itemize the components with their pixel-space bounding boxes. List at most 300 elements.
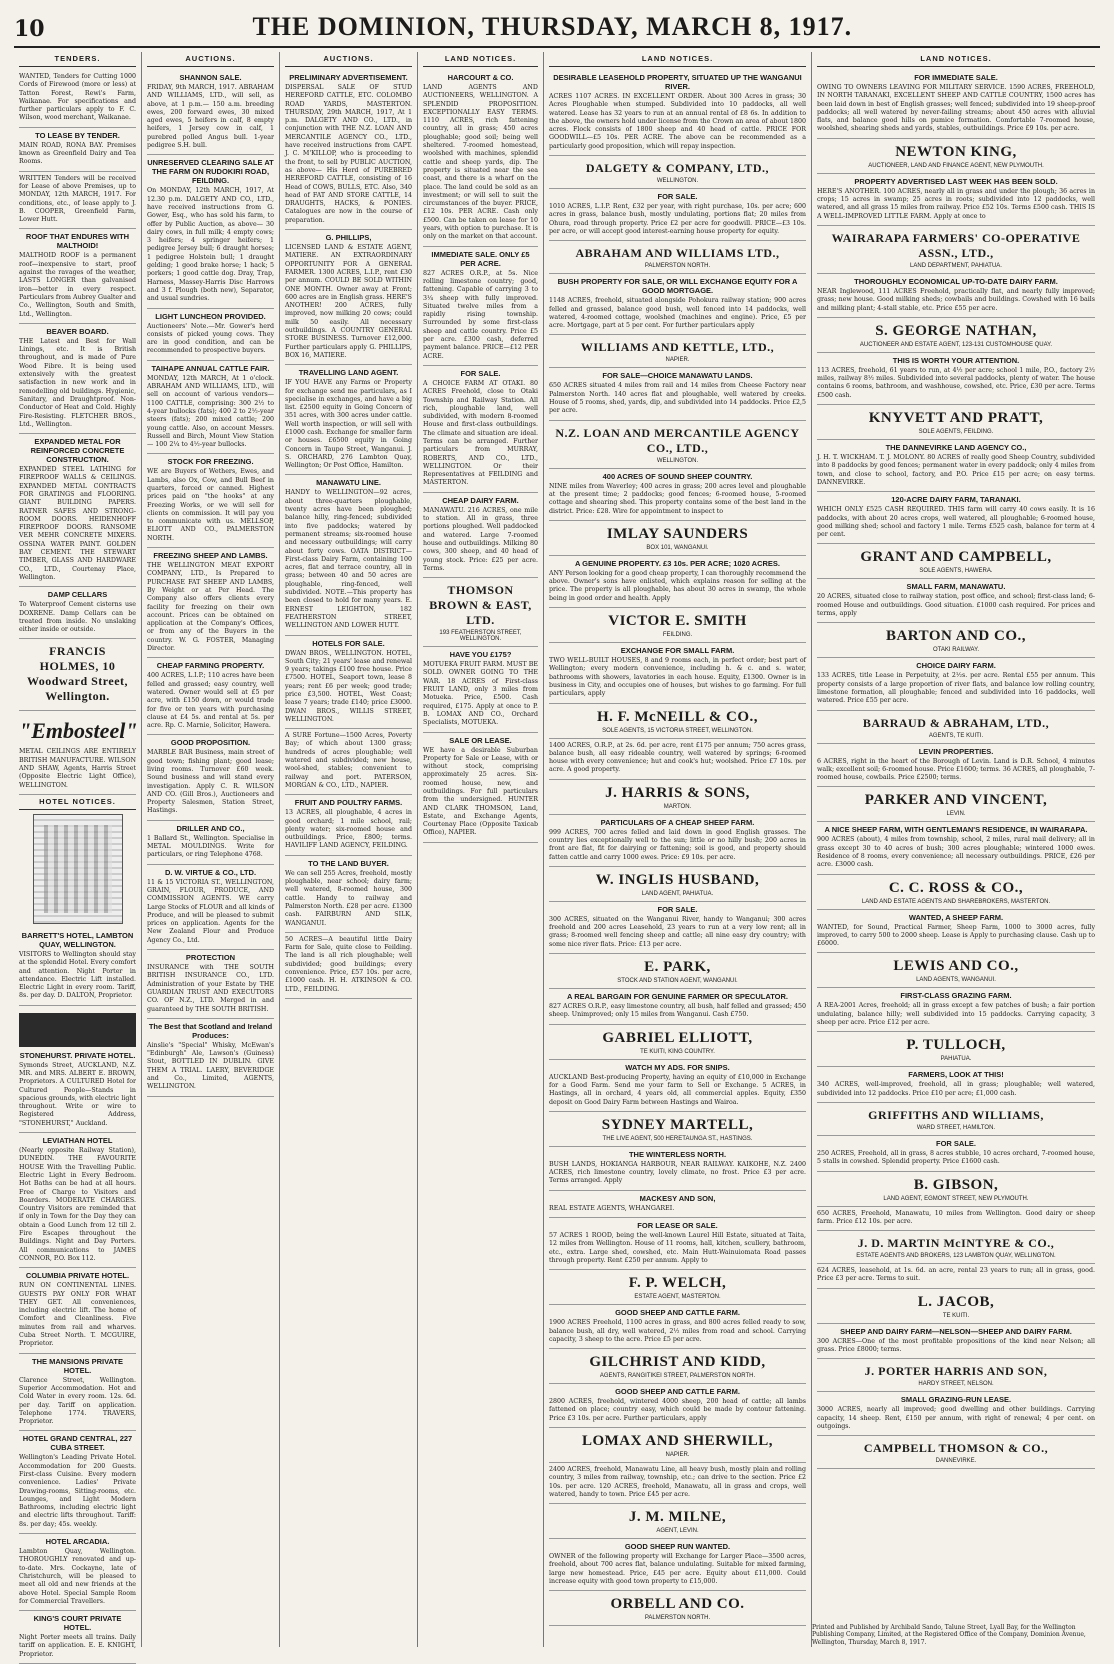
advertisement xyxy=(817,139,1095,174)
advertisement xyxy=(817,1207,1095,1232)
advertisement xyxy=(817,910,1095,954)
hotel-advertisement xyxy=(19,1431,136,1534)
ad-body: 340 ACRES, well-improved, freehold, all in grass; ploughable; well watered, subdivided into 12 paddocks. Price £10 per acre; £1,000 cash. xyxy=(817,1081,1095,1097)
ad-body: BOX 101, WANGANUI. xyxy=(646,544,709,551)
advertisement xyxy=(549,1060,806,1112)
advertiser-name: LOMAX AND SHERWILL, xyxy=(581,1433,774,1449)
stonehurst-logo xyxy=(19,1013,136,1047)
advertiser-name: THOMSON BROWN & EAST, LTD. xyxy=(429,583,532,628)
ad-body: 133 ACRES, title Lease in Perpetuity, at 2½s. per acre. Rental £55 per annum. This property consists of a large proportion of river flats, and balance low rolling country, limestone formation, all ploughable; fenced and subdivided into 16 paddocks, well watered. Price £55 per acre. xyxy=(817,672,1095,705)
ad-body: LEVIN. xyxy=(946,811,966,818)
hotel-details: VISITORS to Wellington should stay at the splendid Hotel. Every comfort and attention. Night Porter in attendance. Electric Lift installed. Electric Light in every room. Tariff, 8s. per day. D. DALTON, Proprietor. xyxy=(19,950,136,1000)
advertisement xyxy=(285,729,412,795)
advertisement xyxy=(549,1591,806,1626)
advertisement xyxy=(817,174,1095,226)
advertisement xyxy=(817,822,1095,874)
ad-title: BEAVER BOARD. xyxy=(46,326,109,336)
advertisement xyxy=(817,405,1095,440)
hotel-advertisement xyxy=(19,1133,136,1268)
ad-title: EXPANDED METAL FOR REINFORCED CONCRETE CONSTRUCTION. xyxy=(30,437,125,465)
advertisement xyxy=(817,1264,1095,1289)
advertiser-name: WAIRARAPA FARMERS' CO-OPERATIVE ASSN., LTD., xyxy=(831,230,1081,260)
ad-body: 400 ACRES, L.I.P.; 110 acres have been felled and grassed; easy country, well watered. Owner would sell at £5 per acre, with £150 down, or would trade for five or ten years with purchasing clause at £4 5s. and rental at 5s. per acre. Rp. C. Marnie, Solicitor, Hawera. xyxy=(147,672,274,730)
advertiser-name: NEWTON KING, xyxy=(895,143,1017,160)
advertisement xyxy=(147,1019,274,1097)
ad-title: CHEAP FARMING PROPERTY. xyxy=(156,661,265,671)
ad-title: PARTICULARS OF A CHEAP SHEEP FARM. xyxy=(600,817,755,827)
ad-body: SOLE AGENTS, FEILDING. xyxy=(918,429,994,436)
ad-body: DISPERSAL SALE OF STUD HEREFORD CATTLE, ETC. COLOMBO ROAD YARDS, MASTERTON. THURSDAY, 29th MARCH, 1917, At 1 p.m. DALGETY AND CO., LTD., in conjunction with THE N.Z. LOAN AND MERCANTILE AGENCY CO., LTD., have received instructions from CAPT. J. C. M'KILLOP, who is proceeding to the front, to sell by PUBLIC AUCTION, as above— His Herd of PUREBRED HEREFORD CATTLE, consisting of 16 Head of COWS, BULLS, ETC. Also, 340 head of FAT AND STORE CATTLE, 14 DRAUGHTS, HACKS, & PONIES. Catalogues are now in the course of preparation. xyxy=(285,84,412,224)
ad-title: THOROUGHLY ECONOMICAL UP-TO-DATE DAIRY FARM. xyxy=(854,276,1058,286)
advertisement xyxy=(817,1324,1095,1360)
hotel-name: THE MANSIONS PRIVATE HOTEL. xyxy=(32,1356,123,1375)
advertisement xyxy=(817,1392,1095,1436)
ad-body: STOCK AND STATION AGENT, WANGANUI. xyxy=(617,978,738,985)
column-tenders xyxy=(14,52,142,1658)
column-heading: LAND NOTICES. xyxy=(549,52,806,67)
ad-title: THE DANNEVIRKE LAND AGENCY CO., xyxy=(885,443,1027,453)
advertisement xyxy=(549,704,806,739)
column-heading: HOTEL NOTICES. xyxy=(19,795,136,810)
advertisement xyxy=(817,623,1095,658)
ad-body: WE have a desirable Suburban Property for Sale or Lease, with or without stock, comprising approximately 25 acres. Six-roomed house, new, and outbuildings. For full particulars from the undersigned. HUNTER AND CLARK THOMSON, Land, Estate, and Exchange Agents, Courtenay Place (Opposite Taxicab Office), NAPIER. xyxy=(423,746,538,837)
ad-body: 193 FEATHERSTON STREET, WELLINGTON. xyxy=(439,630,522,643)
advertisement xyxy=(817,658,1095,710)
ad-body: 57 ACRES 1 ROOD, being the well-known Laurel Hill Estate, situated at Taita, 12 miles from Wellington. House of 11 rooms, hall, kitchen, scullery, bathroom, etc., extra. Large shed, cowshed, etc. Main Hutt-Wainuiomata Road passes through property. Rent £250 per annum. Apply to xyxy=(549,1232,806,1264)
advertiser-name: W. INGLIS HUSBAND, xyxy=(595,871,760,888)
ad-body: OWNER of the following property will Exchange for Larger Place—3500 acres, freehold, about 700 acres flat, balance undulating. Suitable for mixed farming, large new homestead. Price, £45 per acre. Equity about £11,000. Could increase equity with good town property to £15,000. xyxy=(549,1553,806,1586)
masthead xyxy=(14,8,1100,48)
ad-body: ANY Person looking for a good cheap property, I can thoroughly recommend the above. Owner's sons have enlisted, which explains reason for selling at the price. The property is all ploughable, has about 30 acres in swamp, the whole being in good order and health. Apply xyxy=(549,569,806,602)
ad-title: G. PHILLIPS, xyxy=(325,233,372,243)
advertisement xyxy=(549,1428,806,1463)
advertisement xyxy=(549,1191,806,1218)
hotel-details: RUN ON CONTINENTAL LINES. GUESTS PAY ONLY FOR WHAT THEY GET. All conveniences, including electric lift. The home of Comfort and Cleanliness. Five minutes from rail and wharves. Cuba Street North. T. MCGUIRE, Proprietor. xyxy=(19,1282,136,1348)
ad-title: BUSH PROPERTY FOR SALE, OR WILL EXCHANGE EQUITY FOR A GOOD MORTGAGE. xyxy=(557,277,798,296)
advertisement xyxy=(549,1218,806,1270)
advertisement xyxy=(549,608,806,643)
ad-title: PROTECTION xyxy=(185,953,236,963)
ad-body: MALTHOID ROOF is a permanent roof—inexpensive to start, proof against the ravages of the weather, LASTS LONGER than galvanised iron—better in every respect. Particulars from Aubrey Gualter and Co., Wellington, South and Smith, Ltd., Wellington. xyxy=(19,252,136,318)
ad-body: ESTATE AGENT, MASTERTON. xyxy=(634,1294,721,1301)
ad-body: PALMERSTON NORTH. xyxy=(644,1615,711,1622)
advertisement xyxy=(817,544,1095,579)
ad-body: MOTUEKA FRUIT FARM. MUST BE SOLD. OWNER GOING TO THE WAR. 18 ACRES of First-class FRUIT LAND, only 3 miles from Motueka. Price, £500. Cash required, £175. Apply at once to P. B. LOMAX AND CO., Orchard Specialists, MOTUEKA. xyxy=(423,661,538,727)
ad-body: LAND AGENT, PAHIATUA. xyxy=(641,890,714,897)
advertiser-name: LEWIS AND CO., xyxy=(893,958,1019,975)
ad-body: ESTATE AGENTS AND BROKERS, 123 LAMBTON QUAY, WELLINGTON. xyxy=(856,1253,1056,1260)
column-auctions-a xyxy=(142,52,280,1647)
advertisement xyxy=(19,229,136,323)
column-land-notices-b xyxy=(544,52,812,1647)
advertisement xyxy=(549,867,806,902)
ad-body: AUCTIONEER, LAND AND FINANCE AGENT, NEW PLYMOUTH. xyxy=(868,162,1044,169)
ad-body: BUSH LANDS, HOKIANGA HARBOUR, NEAR RAILWAY. KAIKOHE, N.Z. 2400 ACRES, rich limestone country, lovely climate, no frost. Price £3 per acre. Terms arranged. Apply xyxy=(549,1160,806,1185)
advertisement xyxy=(817,1032,1095,1067)
ad-body: WRITTEN Tenders will be received for Lease of above Premises, up to MONDAY, 12th MARCH, 1917. For conditions, etc., of lease apply to J. B. COOPER, Greenfield Farm, Lower Hutt. xyxy=(19,174,136,224)
advertisement xyxy=(549,189,806,241)
advertisement xyxy=(549,1270,806,1305)
ad-body: OWING TO OWNERS LEAVING FOR MILITARY SERVICE. 1590 ACRES, FREEHOLD, IN NORTH TARANAKI, EXCELLENT SHEEP AND CATTLE COUNTRY, 1500 acres has been laid down in best of English grasses; well fenced; subdivided into 19 sheep-proof paddocks; all well watered by never-failing streams; about 450 acres with alluvial flats, and balance good hills on pumice formation. Comfortable 7-roomed house, woolshed, shearing sheds and yards, stables, outbuildings. Price £9 10s. per acre. xyxy=(817,84,1095,133)
advertiser-name: GRANT AND CAMPBELL, xyxy=(860,549,1052,566)
ad-body: MANAWATU. 216 ACRES, one mile to station. All in grass, three portions ploughed. Well paddocked and watered. Large 7-roomed house and outbuildings. Milking 80 cows, 300 sheep, and 40 head of young stock. Price: £25 per acre. Terms. xyxy=(423,506,538,572)
advertiser-name: GILCHRIST AND KIDD, xyxy=(589,1354,766,1371)
advertisement xyxy=(423,578,538,647)
ad-title: CHEAP DAIRY FARM. xyxy=(442,495,519,505)
ad-body: ACRES 1107 ACRES. IN EXCELLENT ORDER. About 300 Acres in grass; 30 Acres Ploughable when stumped. Subdivided into 10 paddocks, all well watered. Lease has 32 years to run at an annual rental of £8 6s. In addition to the above, the owners hold under license from the Crown an area of about 1800 acres. Flock consists of 1800 sheep and 40 head of cattle. PRICE FOR GOODWILL—£5 10s. PER ACRE. The above can be recommended as a particularly good proposition, which will repay inspection. xyxy=(549,93,806,150)
advertisement xyxy=(817,1289,1095,1324)
advertisement xyxy=(817,70,1095,139)
advertisement xyxy=(19,172,136,230)
ad-title: The Best that Scotland and Ireland Produces: xyxy=(148,1021,273,1040)
ad-body: WANTED, for Sound, Practical Farmer, Sheep Farm, 1000 to 3000 acres, fully improved, to carry 500 to 2000 sheep. Lease is Apply to purchasing clause. Cash up to £6000. xyxy=(817,923,1095,948)
advertisement xyxy=(147,658,274,735)
ad-body: 650 ACRES, Freehold, Manawatu, 10 miles from Wellington. Good dairy or sheep farm. Price £12 10s. per acre. xyxy=(817,1209,1095,1225)
ad-title: WANTED, A SHEEP FARM. xyxy=(908,912,1004,922)
hotel-illustration xyxy=(33,814,123,924)
ad-title: LIGHT LUNCHEON PROVIDED. xyxy=(155,311,266,321)
hotel-name: KING'S COURT PRIVATE HOTEL. xyxy=(33,1614,122,1633)
hotel-name: HOTEL GRAND CENTRAL, 227 CUBA STREET. xyxy=(22,1434,133,1453)
ad-body: LAND AND ESTATE AGENTS AND SHAREBROKERS, MASTERTON. xyxy=(861,898,1051,905)
advertisement xyxy=(549,556,806,608)
advertisement xyxy=(285,70,412,230)
ad-body: FRIDAY, 9th MARCH, 1917. ABRAHAM AND WILLIAMS, LTD., will sell, as above, at 1 p.m.— 150 a.m. breeding ewes, 200 forward ewes, 30 mixed aged ewes, 5 heifers in calf, 8 empty heifers, 1 Jersey cow in calf, 1 purebred polled Angus bull. 1-year pedigree S.H. bull. xyxy=(147,84,274,150)
advertisement xyxy=(549,1504,806,1539)
ad-body: NAPIER. xyxy=(665,1452,690,1458)
advertiser-name: H. F. McNEILL & CO., xyxy=(596,708,759,725)
advertisement xyxy=(549,1539,806,1591)
ad-body: A REA-2001 Acres, freehold; all in grass except a few patches of bush; a fair portion undulating, balance hilly; well subdivided into 15 paddocks. Carrying capacity, 3 sheep per acre. Price £12 per acre. xyxy=(817,1002,1095,1027)
ad-body: SOLE AGENTS, HAWERA. xyxy=(919,568,993,575)
ad-body: AUCKLAND Best-producing Property, having an equity of £10,000 in Exchange for a Good Farm. Send me your farm to Sell or Exchange. 5 ACRES, in Hastings, all in orchard, 4 years old, all commercial apples. Equity, £350 deposit on Good Dairy Farm between Hastings and Wairoa. xyxy=(549,1073,806,1106)
ad-body: 2800 ACRES, freehold, wintered 4000 sheep, 200 head of cattle; all lambs fattened on place; country easy, which could be made by contour fattening. Price £3 10s. per acre. Further particulars, apply xyxy=(549,1398,806,1422)
advertisement xyxy=(147,548,274,658)
hotel-details: Wellington's Leading Private Hotel. Accommodation for 200 Guests. First-class Cuisine. Every modern convenience. Ladies' Private Drawing-rooms, Sitting-rooms, etc. Lounges, and Light Modern Bathrooms, including electric light and electric lifts throughout. Tariff: 8s. per day; 45s. weekly. xyxy=(19,1454,136,1528)
advertiser-name: F. P. WELCH, xyxy=(628,1275,727,1292)
ad-body: A CHOICE FARM AT OTAKI. 80 ACRES Freehold, close to Otaki Township and Railway Station. All rich, ploughable land, well subdivided, with modern 8-roomed House and first-class outbuildings. The climate and situation are ideal. Terms can be arranged. Further particulars from MURRAY, ROBERTS, AND CO., LTD., WELLINGTON. Or their Representatives at FEILDING and MASTERTON. xyxy=(423,379,538,487)
ad-body: TE KUITI, KING COUNTRY. xyxy=(640,1048,715,1055)
ad-body: WARD STREET, HAMILTON. xyxy=(916,1124,996,1131)
column-heading: AUCTIONS. xyxy=(285,52,412,67)
advertisement xyxy=(285,795,412,855)
advertisement xyxy=(285,856,412,933)
advertisement xyxy=(147,865,274,950)
ad-body: MARBLE BAR Business, main street of good town; fishing plant; good lease; living rooms. Turnover £60 week. Sound business and will stand every investigation. Apply C. R. WILSON AND CO. (Gill Bros.), Auctioneers and Property Salesmen, Station Street, Hastings. xyxy=(147,749,274,815)
advertiser-name: J. HARRIS & SONS, xyxy=(605,784,750,801)
advertisement xyxy=(549,421,806,469)
ad-body: 999 ACRES, 700 acres felled and laid down in good English grasses. The country lies exceptionally well to the sun; little or no hilly bush; 200 acres in front are flat, fit for dairying or fattening; soil is good, and property should fatten cattle and carry 1000 ewes. Price: £9 10s. per acre. xyxy=(549,828,806,861)
ad-body: 1 Ballard St., Wellington. Specialise in METAL MOULDINGS. Write for particulars, or ring Telephone 4768. xyxy=(147,834,274,859)
ad-body: 2400 ACRES, freehold, Manawatu Line, all heavy bush, mostly plain and rolling country, 3 miles from railway, township, etc.; can drive to the section. Price £2 10s. per acre. 120 ACRES, freehold, Manawatu, all in grass and crops, well watered, handy to town. Price £45 per acre. xyxy=(549,1466,806,1498)
ad-title: SALE OR LEASE. xyxy=(449,735,512,745)
ad-body: 20 ACRES, situated close to railway station, post office, and school; first-class land; 6-roomed House and outbuildings. Good situation. £1000 cash required. For prices and terms, apply xyxy=(817,593,1095,618)
column-land-notices-c xyxy=(812,52,1100,1647)
page-number: 10 xyxy=(14,16,45,42)
ad-title: MANAWATU LINE. xyxy=(316,478,381,488)
advertiser-name: J. M. MILNE, xyxy=(628,1509,727,1526)
ad-body: 1400 ACRES, O.R.P., at 2s. 6d. per acre, rent £175 per annum; 750 acres grass, balance bush, all easy rideable country, well watered by springs; 6-roomed house with every convenience; hut and cook's hut; woolshed. Price £7 10s. per acre. A good property. xyxy=(549,741,806,774)
advertisement xyxy=(549,1305,806,1349)
advertiser-name: B. GIBSON, xyxy=(913,1176,999,1193)
advertisement xyxy=(549,1349,806,1384)
ad-title: GOOD SHEEP RUN WANTED. xyxy=(624,1542,731,1552)
ad-body: WELLINGTON. xyxy=(656,178,699,185)
advertiser-name: PARKER AND VINCENT, xyxy=(864,792,1048,809)
ad-title: SMALL FARM, MANAWATU. xyxy=(906,582,1006,592)
ad-body: To Waterproof Cement cisterns use DOXRENE. Damp Cellars can be treated from inside. No unslaking either inside or outside. xyxy=(19,601,136,634)
ad-title: ROOF THAT ENDURES WITH MALTHOID! xyxy=(25,232,130,251)
ad-title: FIRST-CLASS GRAZING FARM. xyxy=(900,991,1012,1001)
ad-body: EXPANDED STEEL LATHING for FIREPROOF WALLS & CEILINGS. EXPANDED METAL CONTRACTS FOR GRATINGS and FLOORING. GIANT BUILDING PAPERS. RATNER SAFES AND STRONG-ROOM DOORS. HEIDENHOFF FIREPROOF DOORS. RANSOME VER MEHR CONCRETE MIXERS. OSSINA WATER PAINT. GOLDEN BAY CEMENT. THE STEWART TIMBER, GLASS AND HARDWARE CO., LTD., Courtenay Place, Wellington. xyxy=(19,466,136,581)
hotel-advertisement xyxy=(19,1354,136,1432)
advertisement xyxy=(817,1172,1095,1207)
advertisement xyxy=(817,1359,1095,1392)
hotel-name: LEVIATHAN HOTEL xyxy=(42,1136,113,1146)
hotel-advertisement xyxy=(19,928,136,1006)
advertisement xyxy=(285,230,412,365)
ad-title: STOCK FOR FREEZING. xyxy=(167,457,254,467)
advertisement xyxy=(19,324,136,434)
ad-title: TRAVELLING LAND AGENT. xyxy=(298,368,399,378)
ad-body: PALMERSTON NORTH. xyxy=(644,263,711,270)
ad-body: THE LIVE AGENT, 500 HERETAUNGA ST., HASTINGS. xyxy=(602,1135,753,1142)
ad-body: HANDY to WELLINGTON—92 acres, about three-quarters ploughable, twenty acres have been ploughed; balance hilly, ring-fenced; subdivided into five paddocks; watered by permanent streams; six-roomed house and necessary outbuildings; will carry about forty cows. OATA DISTRICT—First-class Dairy Farm, containing 100 acres, flat and terrace country, all in grass; between 40 and 50 acres are ploughable, ring-fenced, well subdivided. NOTE.—This property has been closed to hold for many years. E. ERNEST LEIGHTON, 182 FEATHERSTON STREET, WELLINGTON AND LOWER HUTT. xyxy=(285,489,412,630)
advertisement xyxy=(549,368,806,420)
ad-body: DANNEVIRKE. xyxy=(935,1458,977,1465)
advertisement xyxy=(147,454,274,548)
advertiser-name: GRIFFITHS AND WILLIAMS, xyxy=(868,1107,1044,1122)
hotel-details: Symonds Street, AUCKLAND, N.Z. MR. and MRS. ALBERT E. BROWN, Proprietors. A CULTURED Hotel for Cultured People—Stands in spacious grounds, with electric light throughout. Write or wire to Registered Address, "STONEHURST," Auckland. xyxy=(19,1061,136,1127)
advertisement xyxy=(19,639,136,711)
ad-title: WATCH MY ADS. FOR SNIPS. xyxy=(625,1062,730,1072)
advertisement xyxy=(549,780,806,815)
advertisement xyxy=(19,711,136,794)
advertisement xyxy=(19,434,136,587)
advertisement xyxy=(147,155,274,308)
advertisement xyxy=(549,156,806,189)
advertisement xyxy=(19,587,136,639)
advertisement xyxy=(549,521,806,556)
ad-title: TAIHAPE ANNUAL CATTLE FAIR. xyxy=(151,363,270,373)
ad-title: A REAL BARGAIN FOR GENUINE FARMER OR SPECULATOR. xyxy=(567,992,788,1002)
advertiser-name: SYDNEY MARTELL, xyxy=(601,1116,754,1133)
ad-body: Ainslie's "Special" Whisky, McEwan's "Edinburgh" Ale, Lawson's (Guiness) Stout, BOTTLED IN DUBLIN. GIVE THEM A TRIAL. LAERY, BEVERIDGE and Co., Limited, AGENTS, WELLINGTON. xyxy=(147,1041,274,1091)
ad-body: INSURANCE with THE SOUTH BRITISH INSURANCE CO., LTD. Administration of your Estate by THE GUARDIAN TRUST AND EXECUTORS CO. OF N.Z., LTD. Merged in and guaranteed by THE SOUTH BRITISH. xyxy=(147,964,274,1013)
advertisement xyxy=(285,365,412,475)
advertisement xyxy=(549,335,806,368)
hotel-name: BARRETT'S HOTEL, LAMBTON QUAY, WELLINGTON. xyxy=(21,930,134,949)
ad-title: GOOD SHEEP AND CATTLE FARM. xyxy=(615,1308,740,1318)
ad-title: THIS IS WORTH YOUR ATTENTION. xyxy=(892,355,1020,365)
advertisement xyxy=(423,70,538,247)
advertisement xyxy=(147,309,274,361)
ad-title: SMALL GRAZING-RUN LEASE. xyxy=(900,1395,1012,1405)
ad-body: 900 ACRES (about), 4 miles from township, school, 2 miles, rural mail delivery; all in grass except 30 to 40 acres of bush; 300 acres ploughable; wintered 1000 ewes. Residence of 8 rooms, every convenience; all necessary outbuildings. PRICE, £26 per acre. £3000 cash. xyxy=(817,836,1095,869)
advertisement xyxy=(817,711,1095,744)
advertisement xyxy=(549,989,806,1025)
ad-body: METAL CEILINGS ARE ENTIRELY BRITISH MANUFACTURE. WILSON AND SHAW, Agents, Harris Street (Opposite Electric Light Office), WELLINGTON. xyxy=(19,748,136,789)
advertisement xyxy=(817,744,1095,788)
ad-body: 50 ACRES—A beautiful little Dairy Farm for Sale, quite close to Feilding. The land is all rich ploughable; well subdivided; good buildings; every convenience. Price, £57 10s. per acre, £1000 cash. H. H. ATKINSON & CO. LTD., FEILDING. xyxy=(285,935,412,993)
ad-title: THE WINTERLESS NORTH. xyxy=(628,1149,727,1159)
advertiser-name: DALGETY & COMPANY, LTD., xyxy=(585,161,770,176)
advertiser-name: BARRAUD & ABRAHAM, LTD., xyxy=(862,715,1050,730)
advertisement xyxy=(285,933,412,999)
advertisement xyxy=(549,241,806,274)
column-heading: AUCTIONS. xyxy=(147,52,274,67)
ad-body: J. H. T. WICKHAM. T. J. MOLONY. 80 ACRES of really good Sheep Country, subdivided into 8 paddocks by good fences; permanent water in every paddock; only 4 miles from town, and close to school, factory, and P.O. Price £15 per acre; on easy terms. DANNEVIRKE. xyxy=(817,454,1095,486)
ad-title: FREEZING SHEEP AND LAMBS. xyxy=(153,551,268,561)
ad-body: MARTON. xyxy=(663,803,692,810)
ad-body: 11 & 15 VICTORIA ST., WELLINGTON, GRAIN, FLOUR, PRODUCE, AND COMMISSION AGENTS. WE carry Large Stocks of FLOUR and all kinds of Produce, and will be pleased to submit prices on application. Agents for the New Zealand Flour and Produce Agency Co., Ltd. xyxy=(147,878,274,944)
ad-title: FOR SALE. xyxy=(935,1138,976,1148)
advertisement xyxy=(19,128,136,172)
hotel-details: Night Porter meets all trains. Daily tariff on application. E. E. KNIGHT, Proprietor. xyxy=(19,1634,136,1658)
advertiser-name: GABRIEL ELLIOTT, xyxy=(602,1029,753,1046)
ad-title: FOR LEASE OR SALE. xyxy=(637,1221,718,1231)
ad-body: 13 ACRES, all ploughable, 4 acres in good orchard; 1 mile school, rail; plenty water; six-roomed house and outbuildings. Price, £800; terms. HAVILIFF LAND AGENCY, FEILDING. xyxy=(285,809,412,850)
ad-body: THE WELLINGTON MEAT EXPORT COMPANY, LTD., Is Prepared to PURCHASE FAT SHEEP AND LAMBS, By Weight or at Per Head. The Company also offers clients every facility for freezing on their own account. Prices can be obtained on application at the Company's Offices, or from any of the Buyers in the country. W. G. FOSTER, Managing Director. xyxy=(147,562,274,653)
ad-body: AUCTIONEER AND ESTATE AGENT, 123-131 CUSTOMHOUSE QUAY. xyxy=(859,341,1053,348)
ad-title: FARMERS, LOOK AT THIS! xyxy=(908,1070,1004,1080)
ad-body: 300 ACRES, situated on the Wanganui River, handy to Wanganui; 300 acres freehold and 200 acres Leasehold, 23 years to run at a very low rent; all in grass; 8-roomed well fencing sheep and cattle; all nine easy dry country; with some nice river flats. Price: £13 per acre. xyxy=(549,915,806,948)
ad-body: 827 ACRES O.R.P., at 5s. Nice rolling limestone country; good, fattening. Capable of carrying 3 to 3¼ sheep with fully improved. Situated twelve miles from a rapidly rising township. Surrounded by some first-class sheep and cattle country. Price £5 per acre. £300 cash, deferred payment balance. PRICE—£12 PER ACRE. xyxy=(423,269,538,360)
advertisement xyxy=(549,902,806,954)
ad-body: LAND DEPARTMENT, PAHIATUA. xyxy=(910,262,1002,269)
ad-body: MONDAY, 12th MARCH, At 1 o'clock. ABRAHAM AND WILLIAMS, LTD., will sell on account of various vendors— 1100 CATTLE, comprising: 300 2½ to 4-year bullocks (fats); 400 2 to 2½-year steers (fats); 200 mixed cattle; 200 young cattle. Also, on account Messrs. Russell and Birch, Mount View Station— 100 2¼ to 4½-year bullocks. xyxy=(147,374,274,449)
advertisement xyxy=(549,1025,806,1060)
advertisement xyxy=(147,821,274,865)
ad-body: 624 ACRES, leasehold, at 1s. 6d. an acre, rental 23 years to run; all in grass, good. Price £3 per acre. Terms to suit. xyxy=(817,1267,1095,1283)
ad-title: FRUIT AND POULTRY FARMS. xyxy=(294,798,403,808)
advertisement xyxy=(817,226,1095,274)
advertiser-name: CAMPBELL THOMSON & CO., xyxy=(863,1441,1049,1456)
ad-title: DRILLER AND CO., xyxy=(176,823,245,833)
ad-title: D. W. VIRTUE & CO., LTD. xyxy=(164,867,257,877)
ad-title: TO THE LAND BUYER. xyxy=(308,858,389,868)
ad-body: WELLINGTON. xyxy=(656,457,699,464)
column-land-notices-a xyxy=(418,52,544,1647)
advertisement xyxy=(817,787,1095,822)
column-heading: TENDERS. xyxy=(19,52,136,67)
ad-body: 300 ACRES—One of the most profitable propositions of the kind near Nelson; all grass. Price £8000; terms. xyxy=(817,1337,1095,1354)
ad-title: HAVE YOU £175? xyxy=(449,650,512,660)
ad-body: WE are Buyers of Wethers, Ewes, and Lambs, also Ox, Cow, and Bull Beef in quarters, forced or canned. Highest prices paid on "the hooks" at any Freezing Works, or we will sell for clients on commission. It will pay you to communicate with us. MELLSOP, ELIOTT AND CO., PALMERSTON NORTH. xyxy=(147,468,274,542)
ad-body: MAIN ROAD, RONA BAY. Premises known as Greenfield Dairy and Tea Rooms. xyxy=(19,141,136,166)
ad-title: DAMP CELLARS xyxy=(47,590,108,600)
hotel-details: (Nearly opposite Railway Station), DUNEDIN. THE FAVOURITE HOUSE With the Travelling Public. Electric Light in Every Bedroom. Hot Baths can be had at all hours. Free of Charge to Visitors and Boarders. MODERATE CHARGES. Country Visitors are reminded that if only in Town for the Day they can obtain a Good Lunch from 12 till 2. Fire Escapes throughout the Buildings. Night and Day Porters. All communications to JAMES CONNOR, P.O. Box 112. xyxy=(19,1147,136,1262)
advertiser-name: J. D. MARTIN McINTYRE & CO., xyxy=(857,1236,1055,1251)
advertiser-name: WILLIAMS AND KETTLE, LTD., xyxy=(580,340,775,355)
ad-title: SHANNON SALE. xyxy=(179,73,242,82)
ad-body: LAND AGENTS, WANGANUI. xyxy=(916,977,996,984)
ad-title: 400 ACRES OF SOUND SHEEP COUNTRY. xyxy=(602,471,753,481)
ad-body: WANTED, Tenders for Cutting 1000 Cords of Firewood (more or less) at Tatton Forest, Rewi's Farm, Waikanae. For specifications and further particulars apply to F. C. Wilson, wood merchant, Waikanae. xyxy=(19,73,136,122)
advertiser-name: P. TULLOCH, xyxy=(906,1037,1006,1054)
ad-title: A NICE SHEEP FARM, WITH GENTLEMAN'S RESIDENCE, IN WAIRARAPA. xyxy=(824,825,1088,835)
hotel-advertisement xyxy=(19,1611,136,1664)
ad-title: GOOD PROPOSITION. xyxy=(170,738,251,748)
ad-body: AGENT, LEVIN. xyxy=(656,1528,699,1535)
ad-body: HERE'S ANOTHER. 100 ACRES, nearly all in grass and under the plough; 36 acres in crops; 15 acres in swamp; 25 acres in roots; subdivided into 12 paddocks, well watered, and all grass 15 miles from railway. Price £52 10s. Terms £500 cash. THIS IS A WELL-IMPROVED LITTLE FARM. Apply at once to xyxy=(817,187,1095,220)
ad-body: Auctioneers' Note.—Mr. Gower's herd consists of picked young cows. They are in good condition, and can be recommended to prospective buyers. xyxy=(147,322,274,355)
ad-title: FOR SALE. xyxy=(460,368,501,378)
ad-body: AGENTS, TE KUITI. xyxy=(928,732,984,739)
advertiser-name: BARTON AND CO., xyxy=(885,628,1027,645)
advertisement xyxy=(817,1436,1095,1469)
hotel-details: Lambton Quay, Wellington. THOROUGHLY renovated and up-to-date. Mrs. Cockayne, late of Christchurch, will be pleased to meet all old and new friends at the above Hotel. Special Sample Room for Commercial Travellers. xyxy=(19,1548,136,1605)
ad-body: AGENTS, RANGITIKEI STREET, PALMERSTON NORTH. xyxy=(599,1373,756,1380)
advertisement xyxy=(817,1103,1095,1136)
advertisement xyxy=(423,733,538,843)
advertiser-name: L. JACOB, xyxy=(917,1293,995,1310)
hotel-advertisement xyxy=(19,1006,136,1133)
ad-body: NAPIER. xyxy=(665,357,690,364)
ad-title: CHOICE DAIRY FARM. xyxy=(916,661,996,671)
advertisement xyxy=(423,247,538,366)
ad-body: FEILDING. xyxy=(662,632,693,639)
advertiser-name: VICTOR E. SMITH xyxy=(608,613,747,630)
ad-body: TWO WELL-BUILT HOUSES, 8 and 9 rooms each, in perfect order; best part of Wellington; every modern convenience, including h. & c. and s. water, bathrooms with showers, lavatories in each house. Equity, £1300. Owner is in business in City, and occupies one of houses, but wishes to go farming. For full particulars, apply xyxy=(549,657,806,698)
advertiser-name: N.Z. LOAN AND MERCANTILE AGENCY CO., LTD., xyxy=(555,425,800,455)
ad-body: LAND AGENT, EGMONT STREET, NEW PLYMOUTH. xyxy=(883,1195,1029,1202)
hotel-advertisement xyxy=(19,1268,136,1353)
advertisement xyxy=(147,950,274,1019)
advertisement xyxy=(285,475,412,635)
ad-body: NEAR Inglewood, 111 ACRES Freehold, practically flat, and nearly fully improved; grass; new house. Good milking sheds; cowbails and buildings. Cowshed with 16 bails and milking plant; 4-stall stable, etc. Price £55 per acre. xyxy=(817,287,1095,312)
ad-body: PAHIATUA. xyxy=(940,1056,972,1063)
printer-imprint: Printed and Published by Archibald Sando, Talune Street, Lyall Bay, for the Wellington Publishing Company, Limited, at the Registered Office of the Company, Dominion Avenue, Wellington, Thursday, March 8, 1917. xyxy=(812,1623,1086,1647)
newspaper-title: THE DOMINION, THURSDAY, MARCH 8, 1917. xyxy=(252,12,853,41)
ad-body: REAL ESTATE AGENTS, WHANGAREI. xyxy=(549,1204,675,1212)
column-heading: LAND NOTICES. xyxy=(817,52,1095,67)
advertiser-name: ORBELL AND CO. xyxy=(610,1596,745,1613)
hotel-name: COLUMBIA PRIVATE HOTEL. xyxy=(25,1271,130,1281)
ad-title: HOTELS FOR SALE. xyxy=(312,638,385,648)
ad-body: TE KUITI. xyxy=(942,1312,970,1319)
advertisement xyxy=(147,70,274,155)
ad-title: A GENUINE PROPERTY. £3 10s. PER ACRE; 1020 ACRES. xyxy=(574,558,781,568)
ad-body: HARDY STREET, NELSON. xyxy=(918,1381,994,1388)
advertisement xyxy=(549,274,806,335)
advertisement xyxy=(817,953,1095,988)
ad-title: HARCOURT & CO. xyxy=(447,73,514,82)
advertisement xyxy=(549,739,806,780)
ad-body: OTAKI RAILWAY. xyxy=(932,647,979,654)
ad-body: NINE miles from Waverley; 400 acres in grass; 200 acres level and ploughable at the present time; 2 paddocks; good fences; 6-roomed house, 5-roomed cottage and shearing shed. This property contains some of the best land in the district. Price: £28. Wire for appointment to inspect to xyxy=(549,482,806,515)
advertisement xyxy=(147,735,274,820)
ad-body: 3000 ACRES, nearly all improved; good dwelling and other buildings. Carrying capacity, 14 sheep. Rent, £150 per annum, with right of renewal; 4 per cent. on outgoings. xyxy=(817,1406,1095,1430)
advertisement xyxy=(817,1231,1095,1264)
advertisement xyxy=(549,1384,806,1428)
ad-body: 6 ACRES, right in the heart of the Borough of Levin. Land is D.R. School, 4 minutes walk; excellent soil; 6-roomed house. Price £1600; terms. 36 ACRES, all ploughable, 7-roomed house, cowbails. Price £2500; terms. xyxy=(817,757,1095,782)
hotel-details: Clarence Street, Wellington. Superior Accommodation. Hot and Cold Water in every room. 12s. 6d. per day. Tariff on application. Telephone 1774. TRAVERS, Proprietor. xyxy=(19,1376,136,1426)
advertisement xyxy=(423,366,538,493)
ad-title: GOOD SHEEP AND CATTLE FARM. xyxy=(615,1387,740,1397)
advertisement xyxy=(549,643,806,703)
ad-title: 120-ACRE DAIRY FARM, TARANAKI. xyxy=(891,495,1021,505)
ad-body: On MONDAY, 12th MARCH, 1917, At 12.30 p.m. DALGETY AND CO., LTD., have received instructions from G. Gower, Esq., who has sold his farm, to offer by Public Auction, as above— 30 dairy cows, in full milk; 4 empty cows; 3 heifers; 4 springer heifers; 1 pedigree Jersey bull; 6 draught horses; 1 pedigree Holstein bull; 1 draught gelding; 1 good brake horse; 1 hack; 5 porkers; 1 good cattle dog. Dray, Trap, Harness, Massey-Harris Disc Harrows and 3 f. Plough (both new), Separator, and usual sundries. xyxy=(147,187,274,303)
ad-body: WHICH ONLY £525 CASH REQUIRED. THIS farm will carry 40 cows easily. It is 16 paddocks, with about 20 acres crops, well watered, all ploughable; 6-roomed house, good milking shed; school and factory 1 mile. Terms £525 cash, balance for term at 4 per cent. xyxy=(817,506,1095,539)
ad-title: UNRESERVED CLEARING SALE AT THE FARM ON RUDOKIRI ROAD, FEILDING. xyxy=(147,158,274,186)
ad-title: FOR SALE—CHOICE MANAWATU LANDS. xyxy=(602,371,753,381)
ad-title: PROPERTY ADVERTISED LAST WEEK HAS BEEN SOLD. xyxy=(854,176,1058,186)
advertisement xyxy=(423,647,538,732)
column-heading: LAND NOTICES. xyxy=(423,52,538,67)
advertiser-name: C. C. ROSS & CO., xyxy=(888,879,1024,896)
advertisement xyxy=(549,1147,806,1191)
